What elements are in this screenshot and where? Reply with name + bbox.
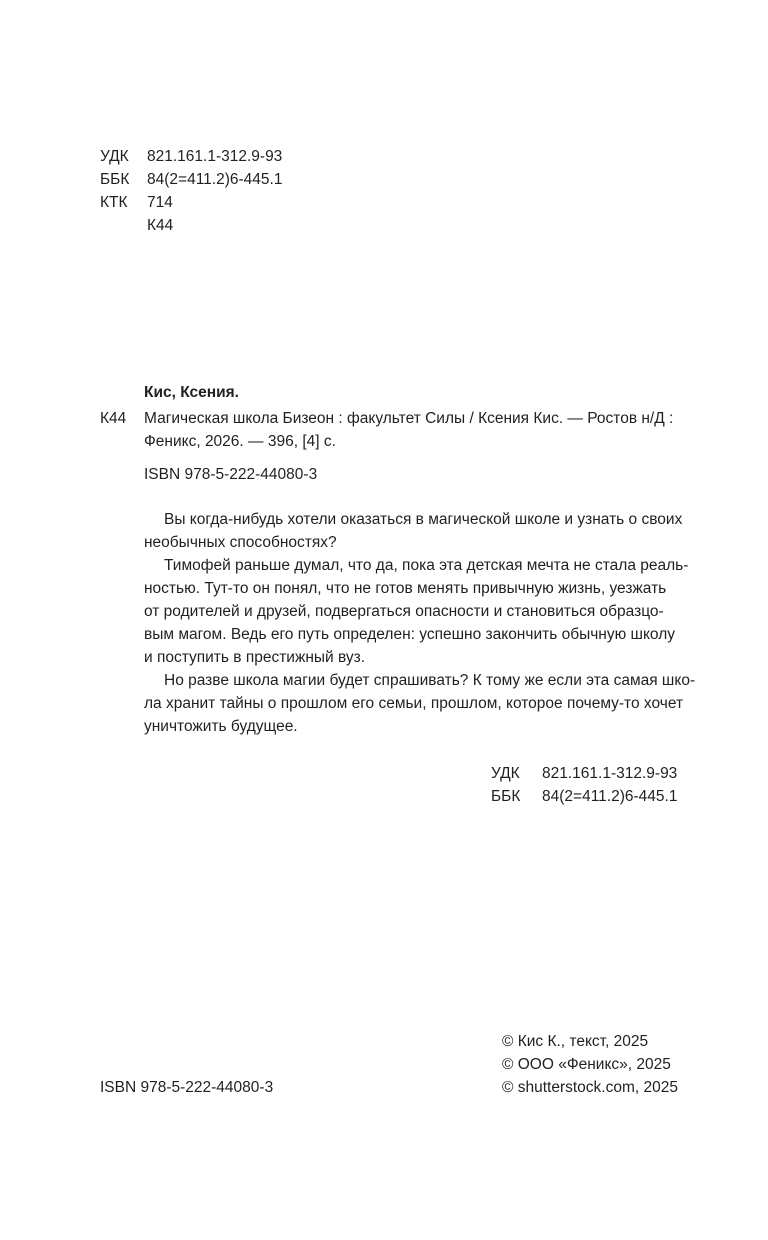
copyright-line: © Кис К., текст, 2025 xyxy=(502,1033,649,1050)
copyright-line: © shutterstock.com, 2025 xyxy=(502,1079,678,1096)
author-mark-label xyxy=(100,214,147,237)
annotation xyxy=(144,508,696,738)
copyright-block xyxy=(502,1030,678,1099)
udk-row xyxy=(491,762,677,785)
annotation-line: необычных способностях? xyxy=(144,534,337,551)
ktk-row xyxy=(100,191,282,214)
record-title xyxy=(144,407,673,453)
annotation-line: вым магом. Ведь его путь определен: успешно закончить обычную школу xyxy=(144,626,676,643)
annotation-line: от родителей и друзей, подвергаться опасности и становиться образцо- xyxy=(144,603,664,620)
bbk-row xyxy=(100,168,282,191)
bbk-label: ББК xyxy=(491,788,521,805)
record-title-line: Феникс, 2026. — 396, [4] с. xyxy=(144,433,336,450)
author-mark-value: К44 xyxy=(147,217,174,234)
classification-codes-top xyxy=(100,145,282,237)
ktk-label: КТК xyxy=(100,194,128,211)
udk-label: УДК xyxy=(100,148,129,165)
annotation-line: ностью. Тут-то он понял, что не готов менять привычную жизнь, уезжать xyxy=(144,580,667,597)
bbk-row xyxy=(491,785,677,808)
udk-label: УДК xyxy=(491,765,520,782)
bbk-label: ББК xyxy=(100,171,130,188)
annotation-line: Тимофей раньше думал, что да, пока эта детская мечта не стала реаль- xyxy=(164,557,689,574)
record-author-mark: К44 xyxy=(100,410,127,427)
ktk-value: 714 xyxy=(147,194,173,211)
annotation-line: уничтожить будущее. xyxy=(144,718,298,735)
annotation-line: Вы когда-нибудь хотели оказаться в магической школе и узнать о своих xyxy=(164,511,683,528)
footer-isbn: ISBN 978-5-222-44080-3 xyxy=(100,1079,274,1096)
annotation-line: ла хранит тайны о прошлом его семьи, прошлом, которое почему-то хочет xyxy=(144,695,684,712)
udk-value: 821.161.1-312.9-93 xyxy=(542,765,678,782)
annotation-line: и поступить в престижный вуз. xyxy=(144,649,366,666)
classification-codes-bottom xyxy=(491,762,677,808)
bbk-value: 84(2=411.2)6-445.1 xyxy=(542,788,678,805)
author-mark-row xyxy=(100,214,282,237)
record-author: Кис, Ксения. xyxy=(144,384,239,401)
udk-value: 821.161.1-312.9-93 xyxy=(147,148,283,165)
record-title-line: Магическая школа Бизеон : факультет Силы / Ксения Кис. — Ростов н/Д : xyxy=(144,410,674,427)
annotation-line: Но разве школа магии будет спрашивать? К тому же если эта самая шко- xyxy=(164,672,696,689)
record-isbn: ISBN 978-5-222-44080-3 xyxy=(144,466,318,483)
copyright-line: © ООО «Феникс», 2025 xyxy=(502,1056,671,1073)
bbk-value: 84(2=411.2)6-445.1 xyxy=(147,171,283,188)
udk-row xyxy=(100,145,282,168)
